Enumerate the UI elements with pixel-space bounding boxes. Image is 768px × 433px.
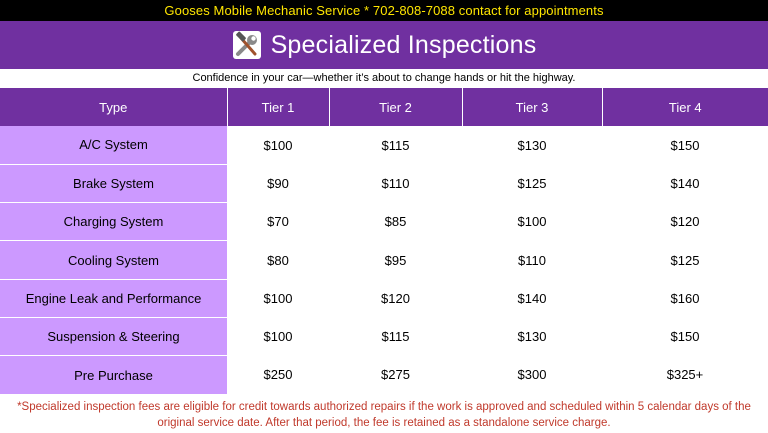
price-cell: $115: [329, 126, 462, 164]
price-cell: $100: [227, 126, 329, 164]
column-header: Type: [0, 88, 227, 126]
title-bar: [0, 21, 768, 69]
price-cell: $115: [329, 317, 462, 355]
price-cell: $85: [329, 203, 462, 241]
column-header: Tier 3: [462, 88, 602, 126]
price-cell: $100: [227, 317, 329, 355]
price-cell: $100: [462, 203, 602, 241]
price-cell: $125: [602, 241, 768, 279]
price-cell: $130: [462, 317, 602, 355]
price-cell: $90: [227, 164, 329, 202]
price-cell: $160: [602, 279, 768, 317]
price-cell: $120: [602, 203, 768, 241]
table-header-row: [0, 88, 768, 126]
inspection-type-cell: Brake System: [0, 164, 227, 202]
table-row: [0, 279, 768, 317]
tools-icon: [232, 30, 262, 60]
price-cell: $140: [602, 164, 768, 202]
price-cell: $110: [329, 164, 462, 202]
inspection-type-cell: A/C System: [0, 126, 227, 164]
price-cell: $110: [462, 241, 602, 279]
contact-banner: Gooses Mobile Mechanic Service * 702-808-7088 contact for appointments: [0, 0, 768, 21]
price-cell: $275: [329, 356, 462, 394]
price-cell: $300: [462, 356, 602, 394]
column-header: Tier 4: [602, 88, 768, 126]
price-cell: $250: [227, 356, 329, 394]
fee-credit-footnote: *Specialized inspection fees are eligible for credit towards authorized repairs if the work is approved and scheduled within 5 calendar days of the original service date. After that period, the fee is retained as a standalone service charge.: [17, 401, 751, 429]
tagline: Confidence in your car—whether it’s about to change hands or hit the highway.: [192, 72, 576, 84]
price-cell: $325+: [602, 356, 768, 394]
column-header: Tier 1: [227, 88, 329, 126]
table-row: [0, 203, 768, 241]
inspection-type-cell: Charging System: [0, 203, 227, 241]
price-cell: $80: [227, 241, 329, 279]
column-header: Tier 2: [329, 88, 462, 126]
inspection-type-cell: Pre Purchase: [0, 356, 227, 394]
table-row: [0, 317, 768, 355]
price-cell: $140: [462, 279, 602, 317]
price-cell: $70: [227, 203, 329, 241]
page-title: Specialized Inspections: [270, 30, 537, 59]
inspection-type-cell: Suspension & Steering: [0, 317, 227, 355]
price-cell: $130: [462, 126, 602, 164]
table-row: [0, 356, 768, 394]
price-cell: $100: [227, 279, 329, 317]
price-cell: $120: [329, 279, 462, 317]
price-cell: $125: [462, 164, 602, 202]
pricing-table: [0, 88, 768, 394]
price-cell: $95: [329, 241, 462, 279]
inspection-type-cell: Cooling System: [0, 241, 227, 279]
inspection-type-cell: Engine Leak and Performance: [0, 279, 227, 317]
table-row: [0, 164, 768, 202]
table-row: [0, 126, 768, 164]
price-cell: $150: [602, 317, 768, 355]
price-cell: $150: [602, 126, 768, 164]
table-row: [0, 241, 768, 279]
